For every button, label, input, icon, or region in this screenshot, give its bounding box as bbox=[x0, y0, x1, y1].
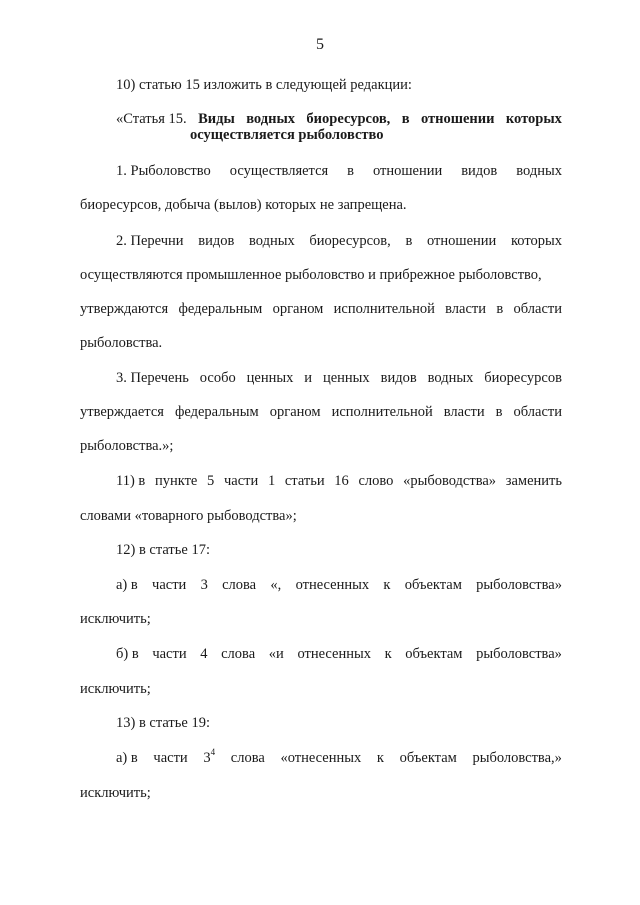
word: к bbox=[376, 750, 384, 766]
word: в bbox=[347, 163, 354, 179]
word: слова bbox=[221, 646, 256, 662]
part-number-superscript: 4 bbox=[210, 747, 216, 757]
item-11-line2: словами «товарного рыбоводства»; bbox=[80, 508, 297, 524]
word: заменить bbox=[505, 473, 562, 489]
word: в bbox=[495, 404, 503, 420]
paragraph-2-line3 bbox=[80, 300, 562, 318]
word: к bbox=[383, 577, 391, 593]
item-12-text: 12) в статье 17: bbox=[116, 542, 210, 558]
word: части bbox=[152, 646, 187, 662]
word: в bbox=[405, 233, 413, 249]
word: власти bbox=[443, 404, 485, 420]
item-12b-line2: исключить; bbox=[80, 681, 151, 697]
part-number bbox=[203, 749, 215, 767]
word: к bbox=[384, 646, 392, 662]
paragraph-1-line2: биоресурсов, добыча (вылов) которых не запрещена. bbox=[80, 197, 407, 213]
paragraph-2-line2: осуществляются промышленное рыболовство и прибрежное рыболовство, bbox=[80, 267, 542, 283]
word: части bbox=[153, 750, 188, 766]
item-13-text: 13) в статье 19: bbox=[116, 715, 210, 731]
word: «и bbox=[268, 646, 284, 662]
word: 1. Рыболовство bbox=[116, 163, 211, 179]
item-12b-line1 bbox=[116, 645, 562, 663]
word: объектам bbox=[399, 750, 457, 766]
word: отнесенных bbox=[295, 577, 370, 593]
word: 16 bbox=[334, 473, 349, 489]
title-word: Виды bbox=[198, 111, 235, 127]
word: биоресурсов bbox=[484, 370, 562, 386]
word: области bbox=[513, 404, 562, 420]
word: власти bbox=[445, 301, 487, 317]
word: федеральным bbox=[174, 404, 259, 420]
item-13a-line2: исключить; bbox=[80, 785, 151, 801]
word: видов bbox=[380, 370, 417, 386]
word: «, bbox=[270, 577, 282, 593]
item-12a-line2: исключить; bbox=[80, 611, 151, 627]
paragraph-2-line1 bbox=[116, 232, 562, 250]
word: рыболовства» bbox=[476, 646, 562, 662]
word: которых bbox=[510, 233, 562, 249]
word: слова bbox=[222, 577, 257, 593]
word: биоресурсов, bbox=[309, 233, 391, 249]
word: 5 bbox=[207, 473, 215, 489]
word: 3 bbox=[200, 577, 208, 593]
word: объектам bbox=[404, 577, 462, 593]
word: видов bbox=[198, 233, 235, 249]
paragraph-3-line1 bbox=[116, 369, 562, 387]
word: федеральным bbox=[178, 301, 263, 317]
page-number: 5 bbox=[316, 36, 324, 53]
paragraph-3-line3: рыболовства.»; bbox=[80, 438, 174, 454]
word: б) в bbox=[116, 646, 139, 662]
word: а) в bbox=[116, 577, 138, 593]
word: исполнительной bbox=[333, 301, 435, 317]
word: органом bbox=[269, 404, 321, 420]
article-15-heading-line2: осуществляется рыболовство bbox=[190, 127, 384, 143]
word: исполнительной bbox=[331, 404, 433, 420]
word: «отнесенных bbox=[280, 750, 362, 766]
paragraph-3-line2 bbox=[80, 403, 562, 421]
word: и bbox=[304, 370, 313, 386]
word: 4 bbox=[200, 646, 208, 662]
word: 1 bbox=[267, 473, 276, 489]
word: в bbox=[496, 301, 504, 317]
word: 3. Перечень bbox=[116, 370, 189, 386]
word: отнесенных bbox=[297, 646, 371, 662]
word: рыболовства,» bbox=[472, 750, 562, 766]
word: ценных bbox=[322, 370, 370, 386]
word: ценных bbox=[246, 370, 294, 386]
title-word: отношении bbox=[420, 111, 495, 127]
paragraph-1-line1 bbox=[116, 162, 562, 180]
word: особо bbox=[199, 370, 236, 386]
word: органом bbox=[272, 301, 324, 317]
word: пункте bbox=[154, 473, 198, 489]
word: рыболовства» bbox=[476, 577, 562, 593]
part-number-base: 3 bbox=[203, 750, 211, 766]
word: водных bbox=[249, 233, 295, 249]
word: части bbox=[223, 473, 259, 489]
title-word: биоресурсов, bbox=[306, 111, 391, 127]
word: водных bbox=[427, 370, 474, 386]
word: части bbox=[152, 577, 187, 593]
word: объектам bbox=[405, 646, 463, 662]
word: отношении bbox=[427, 233, 497, 249]
word: 11) в bbox=[116, 473, 146, 489]
paragraph-2-line4: рыболовства. bbox=[80, 335, 163, 351]
word: слово bbox=[358, 473, 394, 489]
item-10-text: 10) статью 15 изложить в следующей редакции: bbox=[116, 77, 412, 93]
title-word: в bbox=[401, 111, 410, 127]
word: водных bbox=[516, 163, 562, 179]
word: видов bbox=[461, 163, 498, 179]
word: слова bbox=[230, 750, 265, 766]
word: утверждается bbox=[80, 404, 164, 420]
word: области bbox=[513, 301, 562, 317]
title-word: водных bbox=[246, 111, 296, 127]
word: осуществляется bbox=[229, 163, 329, 179]
word: а) в bbox=[116, 750, 138, 766]
word: «рыбоводства» bbox=[403, 473, 497, 489]
item-13a-line1 bbox=[116, 749, 562, 767]
word: 2. Перечни bbox=[116, 233, 184, 249]
article-15-prefix: «Статья 15. bbox=[116, 111, 187, 127]
word: отношении bbox=[372, 163, 443, 179]
word: утверждаются bbox=[80, 301, 169, 317]
item-12a-line1 bbox=[116, 576, 562, 594]
item-11-line1 bbox=[116, 472, 562, 490]
title-word: которых bbox=[505, 111, 562, 127]
word: статьи bbox=[284, 473, 325, 489]
